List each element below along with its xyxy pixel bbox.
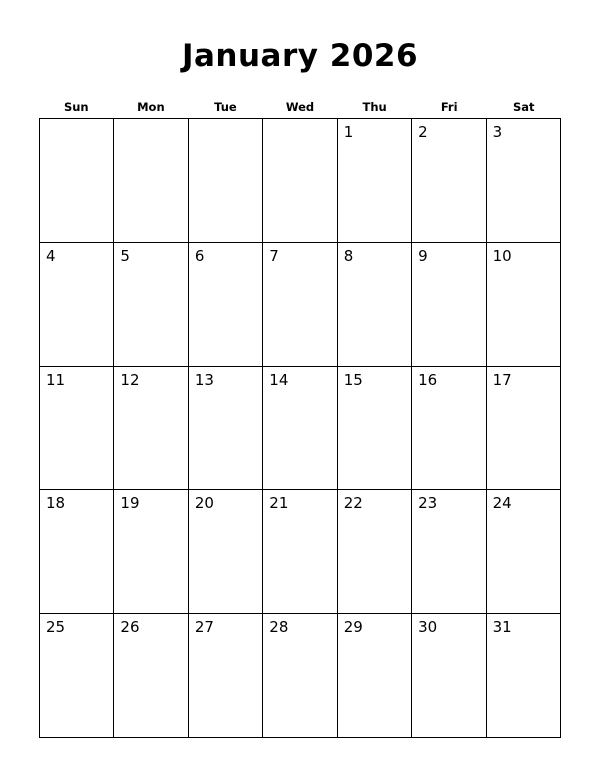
weekday-header-row: [39, 98, 561, 116]
day-cell: [487, 614, 561, 738]
day-number: 31: [492, 618, 512, 637]
day-number: 12: [120, 370, 140, 389]
day-number: 10: [492, 246, 512, 265]
calendar-grid: [39, 118, 561, 738]
day-cell: [114, 367, 188, 491]
weekday-thu: Thu: [362, 100, 387, 114]
day-number: 23: [418, 494, 438, 513]
day-number: 26: [120, 618, 140, 637]
day-cell: [338, 614, 412, 738]
day-number: 18: [46, 494, 66, 513]
weekday-sun: Sun: [63, 100, 89, 114]
day-number: 30: [418, 618, 438, 637]
day-cell: [40, 367, 114, 491]
day-cell: [189, 367, 263, 491]
day-number: 19: [120, 494, 140, 513]
day-cell: [263, 614, 337, 738]
weekday-fri: Fri: [440, 100, 458, 114]
day-number: 11: [46, 370, 66, 389]
day-cell: [338, 490, 412, 614]
day-cell: [263, 243, 337, 367]
weekday-mon: Mon: [137, 100, 165, 114]
day-cell: [487, 367, 561, 491]
day-cell: [487, 243, 561, 367]
day-number: 25: [46, 618, 66, 637]
day-cell: [412, 243, 486, 367]
day-number: 6: [194, 246, 205, 265]
day-cell: [40, 614, 114, 738]
day-cell: [487, 119, 561, 243]
day-cell: [189, 490, 263, 614]
day-number: 17: [492, 370, 512, 389]
calendar-title: January 2026: [181, 38, 419, 74]
day-cell: [412, 119, 486, 243]
day-number: 3: [492, 123, 503, 141]
day-number: 13: [194, 370, 214, 389]
day-number: 28: [269, 618, 289, 637]
day-cell: [114, 490, 188, 614]
weekday-tue: Tue: [214, 100, 237, 114]
day-number: 7: [269, 246, 279, 265]
day-number: 27: [194, 618, 214, 637]
day-cell: [114, 614, 188, 738]
day-cell: [263, 119, 337, 243]
day-cell: [189, 119, 263, 243]
day-cell: [189, 243, 263, 367]
day-cell: [40, 490, 114, 614]
weekday-sat: Sat: [512, 100, 535, 114]
day-cell: [412, 614, 486, 738]
day-cell: [114, 119, 188, 243]
day-cell: [338, 367, 412, 491]
day-number: 20: [194, 494, 214, 513]
day-number: 14: [269, 370, 289, 389]
day-number: 21: [269, 494, 289, 513]
day-number: 9: [418, 246, 428, 265]
day-cell: [412, 367, 486, 491]
day-cell: [189, 614, 263, 738]
day-number: 8: [343, 246, 354, 265]
day-cell: [487, 490, 561, 614]
day-cell: [263, 367, 337, 491]
weekday-wed: Wed: [285, 100, 315, 114]
day-number: 29: [343, 618, 363, 637]
day-cell: [412, 490, 486, 614]
day-cell: [263, 490, 337, 614]
day-number: 4: [46, 246, 56, 265]
day-cell: [40, 243, 114, 367]
day-cell: [114, 243, 188, 367]
day-number: 22: [343, 494, 363, 513]
day-number: 24: [492, 494, 512, 513]
day-cell: [338, 119, 412, 243]
day-cell: [40, 119, 114, 243]
day-number: 1: [343, 123, 354, 141]
day-number: 5: [120, 246, 130, 265]
day-number: 2: [418, 123, 428, 141]
day-number: 15: [343, 370, 363, 389]
day-number: 16: [418, 370, 438, 389]
day-cell: [338, 243, 412, 367]
